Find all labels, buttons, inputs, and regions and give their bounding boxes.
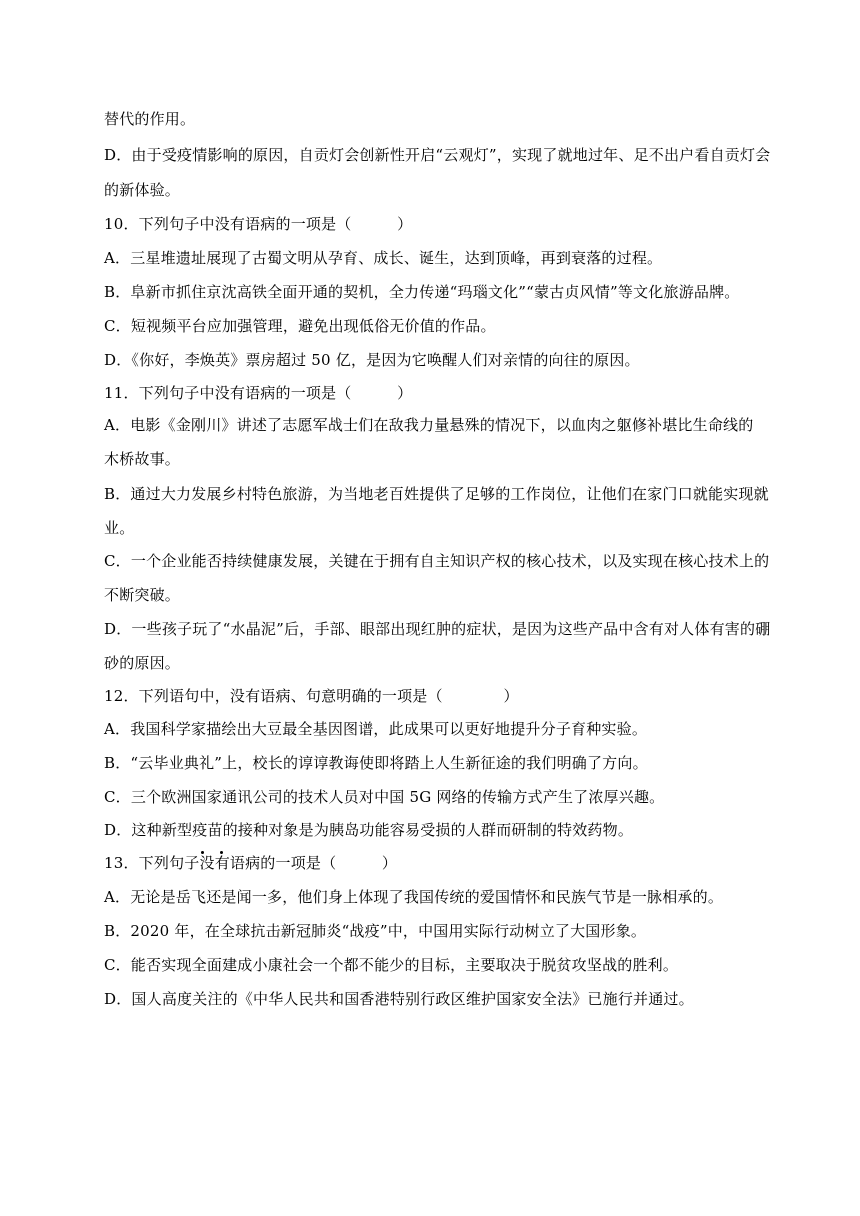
option-b: B．阜新市抓住京沈高铁全面开通的契机，全力传递“玛瑙文化”“蒙古贞风情”等文化旅游品牌。: [104, 283, 740, 301]
question-10: 10．下列句子中没有语病的一项是（ ）: [104, 215, 413, 233]
option-d: D．《你好，李焕英》票房超过 50 亿，是因为它唤醒人们对亲情的向往的原因。: [104, 351, 640, 369]
option-d: D．由于受疫情影响的原因，自贡灯会创新性开启“云观灯”，实现了就地过年、足不出户看自贡灯会: [104, 146, 771, 164]
option-c: C．三个欧洲国家通讯公司的技术人员对中国 5G 网络的传输方式产生了浓厚兴趣。: [104, 788, 665, 806]
option-c: C．短视频平台应加强管理，避免出现低俗无价值的作品。: [104, 317, 496, 335]
text-line: 业。: [104, 519, 135, 537]
option-b: B．2020 年，在全球抗击新冠肺炎“战疫”中，中国用实际行动树立了大国形象。: [104, 922, 647, 940]
text-line: 不断突破。: [104, 586, 181, 604]
text-line: 砂的原因。: [104, 654, 181, 672]
option-a: A．无论是岳飞还是闻一多，他们身上体现了我国传统的爱国情怀和民族气节是一脉相承的。: [104, 888, 724, 906]
option-b: B．“云毕业典礼”上，校长的谆谆教诲使即将踏上人生新征途的我们明确了方向。: [104, 754, 648, 772]
question-13: 13．下列句子没有语病的一项是（ ）: [104, 854, 398, 872]
question-12: 12．下列语句中，没有语病、句意明确的一项是（ ）: [104, 687, 519, 705]
option-d: D．国人高度关注的《中华人民共和国香港特别行政区维护国家安全法》已施行并通过。: [104, 990, 694, 1008]
text-line: 替代的作用。: [104, 110, 196, 128]
option-d: D．这种新型疫苗的接种对象是为胰岛功能容易受损的人群而研制的特效药物。: [104, 821, 634, 839]
text-line: 木桥故事。: [104, 450, 181, 468]
option-a: A．电影《金刚川》讲述了志愿军战士们在敌我力量悬殊的情况下，以血肉之躯修补堪比生命线的: [104, 416, 754, 434]
text-line: 的新体验。: [104, 181, 181, 199]
option-c: C．一个企业能否持续健康发展，关键在于拥有自主知识产权的核心技术，以及实现在核心技术上的: [104, 552, 770, 570]
option-a: A．三星堆遗址展现了古蜀文明从孕育、成长、诞生，达到顶峰，再到衰落的过程。: [104, 249, 663, 267]
option-b: B．通过大力发展乡村特色旅游，为当地老百姓提供了足够的工作岗位，让他们在家门口就能实现就: [104, 485, 769, 503]
question-11: 11．下列句子中没有语病的一项是（ ）: [104, 384, 413, 402]
option-d: D．一些孩子玩了“水晶泥”后，手部、眼部出现红肿的症状，是因为这些产品中含有对人体有害的硼: [104, 620, 771, 638]
emphasis-dots: [197, 851, 227, 857]
option-c: C．能否实现全面建成小康社会一个都不能少的目标，主要取决于脱贫攻坚战的胜利。: [104, 956, 679, 974]
option-a: A．我国科学家描绘出大豆最全基因图谱，此成果可以更好地提升分子育种实验。: [104, 720, 648, 738]
